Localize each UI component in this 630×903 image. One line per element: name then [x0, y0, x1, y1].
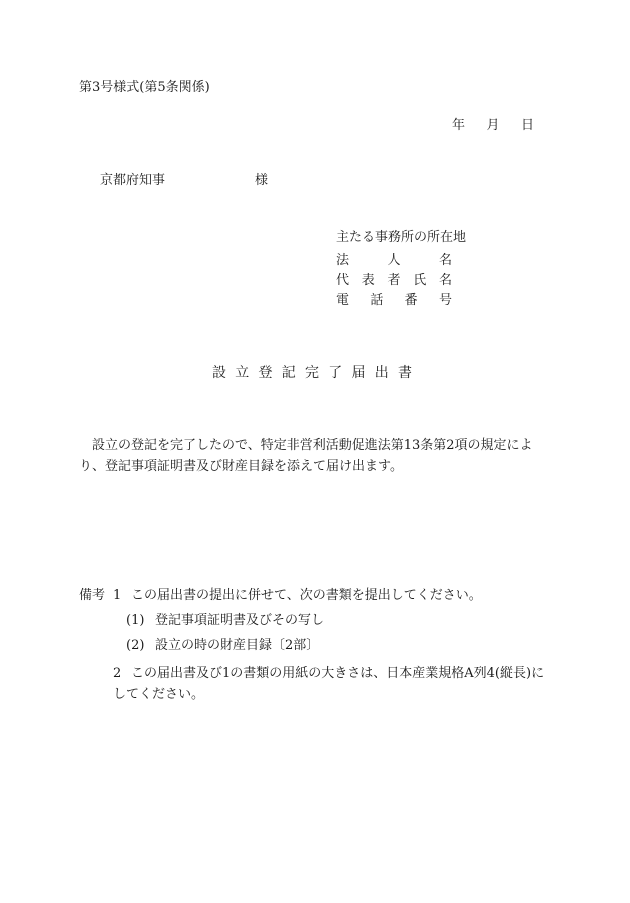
note-1-sub-1-number: (1) [126, 613, 145, 628]
rep-name-char: 表 [361, 273, 375, 288]
title-char: 届 [351, 365, 366, 381]
rep-name-char: 代 [336, 273, 350, 288]
title-char: 記 [281, 365, 296, 381]
title-char: 完 [305, 365, 319, 381]
rep-name-char: 者 [387, 273, 401, 288]
date-year: 年 [452, 118, 466, 133]
title-char: 登 [258, 365, 273, 381]
rep-name-char: 氏 [413, 273, 427, 288]
notes-label: 備考 [79, 588, 106, 603]
date-day: 日 [520, 118, 534, 133]
title-char: 立 [235, 365, 250, 381]
title-char: 書 [398, 365, 412, 381]
applicant-office-location: 主たる事務所の所在地 [336, 230, 467, 245]
applicant-corporation-name-row [336, 252, 452, 270]
note-1-sub-1-text: 登記事項証明書及びその写し [155, 613, 325, 628]
date-line [452, 117, 534, 135]
phone-char: 番 [404, 293, 418, 308]
date-month: 月 [486, 118, 500, 133]
addressee-name: 京都府知事 [100, 173, 166, 188]
title-char: 了 [328, 365, 343, 381]
note-1-text: この届出書の提出に併せて、次の書類を提出してください。 [131, 588, 482, 603]
note-2-text: この届出書及び1の書類の用紙の大きさは、日本産業規格A列4(縦長)にしてください。 [113, 666, 545, 702]
note-1-number: 1 [113, 588, 122, 603]
phone-char: 話 [370, 293, 384, 308]
form-number: 第3号様式(第5条関係) [79, 80, 210, 95]
applicant-representative-row [336, 272, 452, 290]
note-2-number: 2 [113, 666, 122, 681]
title-char: 出 [374, 365, 389, 381]
addressee-honorific: 様 [255, 173, 269, 188]
document-title [212, 364, 412, 382]
body-paragraph: 設立の登記を完了したので、特定非営利活動促進法第13条第2項の規定により、登記事項証明書及び財産目録を添えて届け出ます。 [79, 438, 533, 474]
applicant-phone-row [336, 292, 452, 310]
rep-name-char: 名 [438, 273, 452, 288]
note-1-sub-2-number: (2) [126, 638, 145, 653]
note-2 [113, 663, 553, 705]
corp-name-char: 人 [387, 253, 401, 268]
note-1-sub-2-text: 設立の時の財産目録〔2部〕 [155, 638, 320, 653]
phone-char: 電 [336, 293, 350, 308]
title-char: 設 [212, 365, 226, 381]
phone-char: 号 [438, 293, 452, 308]
corp-name-char: 法 [336, 253, 350, 268]
corp-name-char: 名 [438, 253, 452, 268]
